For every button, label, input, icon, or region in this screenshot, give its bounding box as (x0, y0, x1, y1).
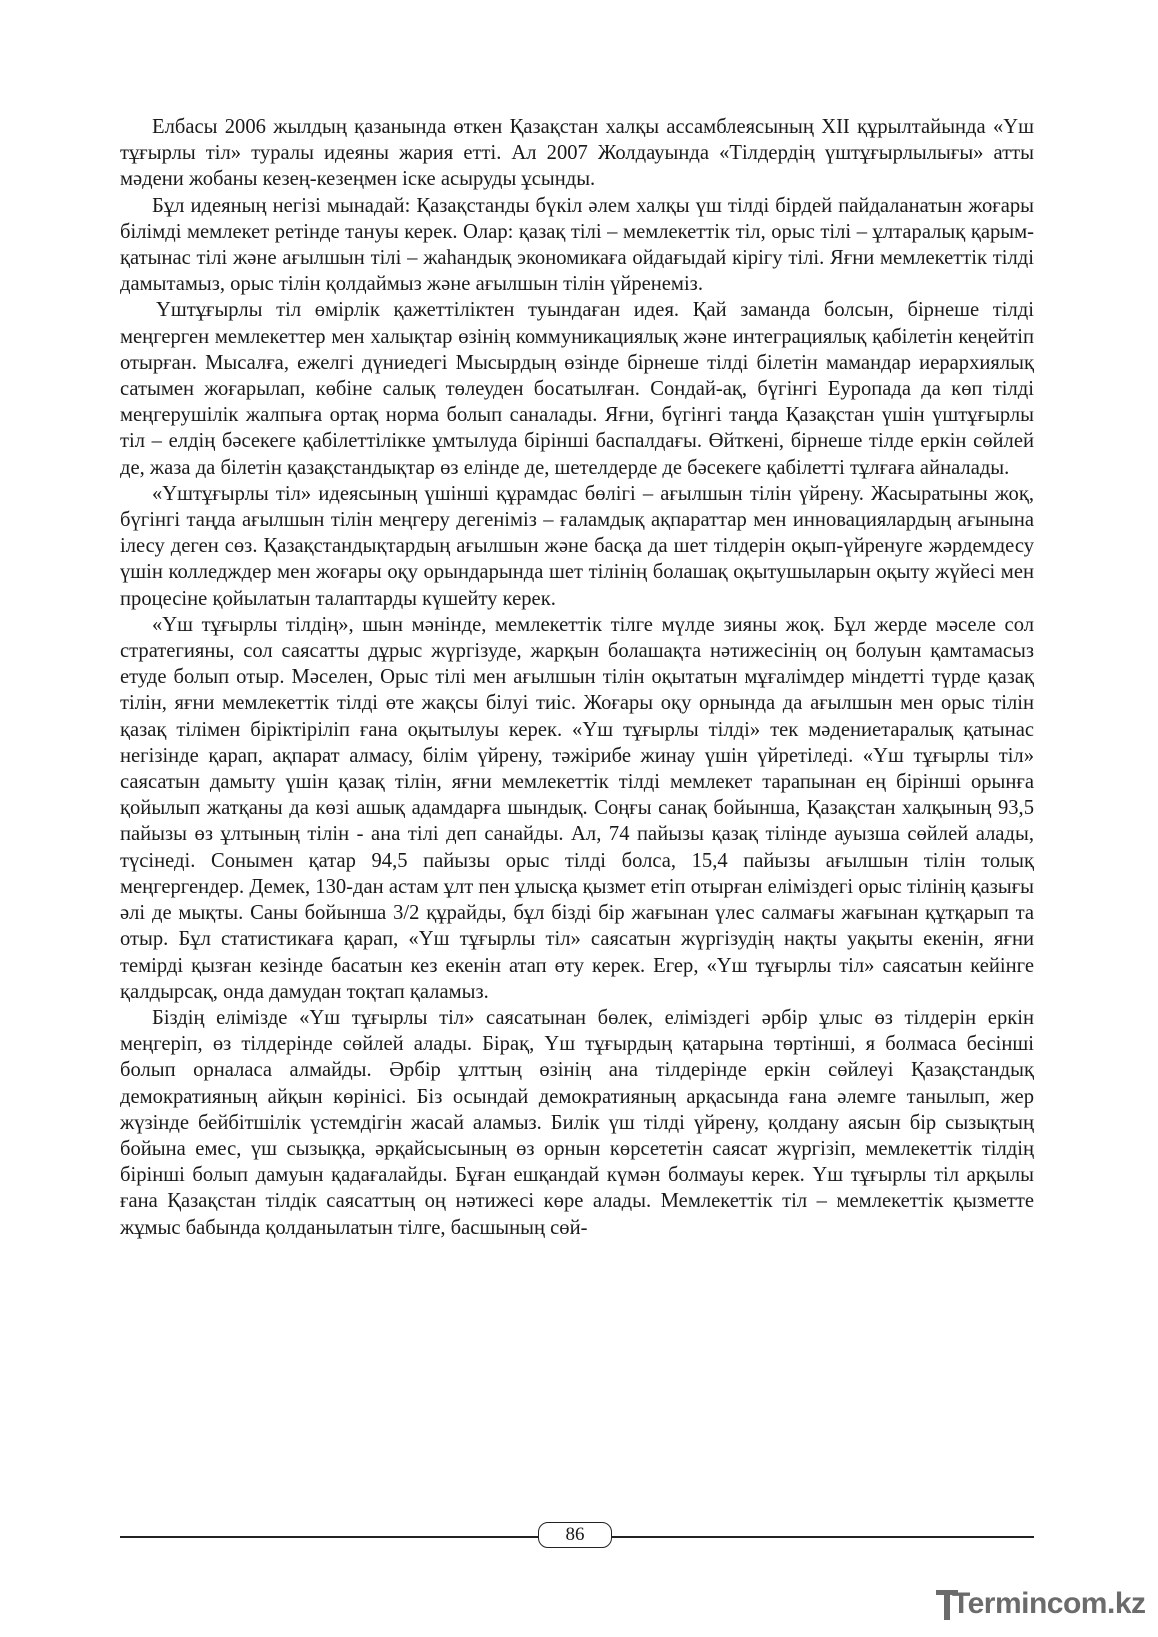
paragraph-4: «Үштұғырлы тіл» идеясының үшінші құрамдас бөлігі – ағылшын тілін үйрену. Жасыратыны жоқ, бүгінгі таңда ағылшын тілін меңгеру дегеніміз – ғаламдық ақпараттар мен инновациялардың ағынына ілесу деген сөз. Қазақстандықтардың ағылшын және басқа да шет тілдерін оқып-үйренуге жәрдемдесу үшін колледждер мен жоғары оқу орындарында шет тілінің болашақ оқытушыларын оқыту жүйесі мен процесіне қойылатын талаптарды күшейту керек. (120, 482, 1034, 610)
paragraph-1: Елбасы 2006 жылдың қазанында өткен Қазақстан халқы ассамблеясының XII құрылтайында «Үш тұғырлы тіл» туралы идеяны жария етті. Ал 2007 Жолдауында «Тілдердің үштұғырлылығы» атты мәдени жобаны кезең-кезеңмен іске асыруды ұсынды. (120, 116, 1034, 191)
site-watermark (936, 1584, 1146, 1630)
paragraph-3: Үштұғырлы тіл өмірлік қажеттіліктен туындаған идея. Қай заманда болсын, бірнеше тілді меңгерген мемлекеттер мен халықтар өзінің коммуникациялық және интеграциялық қабілетін кеңейтіп отырған. Мысалға, ежелгі дүниедегі Мысырдың өзінде бірнеше тілді білетін мамандар иерархиялық сатымен жоғарылап, көбіне салық төлеуден босатылған. Сондай-ақ, бүгінгі Еуропада да көп тілді меңгерушілік жалпыға ортақ норма болып саналады. Яғни, бүгінгі таңда Қазақстан үшін үштұғырлы тіл – елдің бәсекеге қабілеттілікке ұмтылуда бірінші баспалдағы. Өйткені, бірнеше тілде еркін сөйлей де, жаза да білетін қазақстандықтар өз елінде де, шетелдерде де бәсекеге қабілетті тұлғаға айналады. (120, 299, 1034, 479)
paragraph-5: «Үш тұғырлы тілдің», шын мәнінде, мемлекеттік тілге мүлде зияны жоқ. Бұл жерде мәселе сол стратегияны, сол саясатты дұрыс жүргізуде, жарқын болашақта нәтижесінің оң болуын қамтамасыз етуде болып отыр. Мәселен, Орыс тілі мен ағылшын тілін оқытатын мұғалімдер міндетті түрде қазақ тілін, яғни мемлекеттік тілді өте жақсы білуі тиіс. Жоғары оқу орнында да ағылшын мен орыс тілін қазақ тілімен біріктіріліп ғана оқытылуы керек. «Үш тұғырлы тілді» тек мәдениетаралық қатынас негізінде қарап, ақпарат алмасу, білім үйрену, тәжірибе жинау үшін үйретіледі. «Үш тұғырлы тіл» саясатын дамыту үшін қазақ тілін, яғни мемлекеттік тілді мемлекет тарапынан ең бірінші орынға қойылып жатқаны да көзі ашық адамдарға шындық. Соңғы санақ бойынша, Қазақстан халқының 93,5 пайызы өз ұлтының тілін - ана тілі деп санайды. Ал, 74 пайызы қазақ тілінде ауызша сөйлей алады, түсінеді. Сонымен қатар 94,5 пайызы орыс тілді болса, 15,4 пайызы ағылшын тілін толық меңгергендер. Демек, 130-дан астам ұлт пен ұлысқа қызмет етіп отырған еліміздегі орыс тілінің қазығы әлі де мықты. Саны бойынша 3/2 құрайды, бұл бізді бір жағынан үлес салмағы жағынан құтқарып та отыр. Бұл статистикаға қарап, «Үш тұғырлы тіл» саясатын жүргізудің нақты уақыты екенін, яғни темірді қызған кезінде басатын кез екенін атап өту керек. Егер, «Үш тұғырлы тіл» саясатын кейінге қалдырсақ, онда дамудан тоқтап қаламыз. (120, 613, 1034, 1003)
article-body (120, 114, 1034, 1241)
paragraph-6: Біздің елімізде «Үш тұғырлы тіл» саясатынан бөлек, еліміздегі әрбір ұлыс өз тілдерін еркін меңгеріп, өз тілдерінде сөйлей алады. Бірақ, Үш тұғырдың қатарына төртінші, я болмаса бесінші болып орналаса алмайды. Әрбір ұлттың өзінің ана тілдерінде еркін сөйлеуі Қазақстандық демократияның айқын көрінісі. Біз осындай демократияның арқасында ғана әлемге танылып, жер жүзінде бейбітшілік үстемдігін жасай аламыз. Билік үш тілді үйрену, қолдану аясын бір сызықтың бойына емес, үш сызыққа, әрқайсысының өз орнын көрсететін саясат жүргізіп, мемлекеттік тілдің бірінші болып дамуын қадағалайды. Бұған ешқандай күмән болмауы керек. Үш тұғырлы тіл арқылы ғана Қазақстан тілдік саясаттың оң нәтижесі көре алады. Мемлекеттік тіл – мемлекеттік қызметте жұмыс бабында қолданылатын тілге, басшының сөй- (120, 1006, 1034, 1239)
watermark-text: Termincom.kz (952, 1587, 1146, 1620)
paragraph-2: Бұл идеяның негізі мынадай: Қазақстанды бүкіл әлем халқы үш тілді бірдей пайдаланатын жоғары білімді мемлекет ретінде тануы керек. Олар: қазақ тілі – мемлекеттік тіл, орыс тілі – ұлтаралық қарым-қатынас тілі және ағылшын тілі – жаһандық экономикаға ойдағыдай кірігу тілі. Яғни мемлекеттік тілді дамытамыз, орыс тілін қолдаймыз және ағылшын тілін үйренеміз. (120, 194, 1034, 296)
footer-rule-left (120, 1536, 538, 1538)
page-footer (120, 1521, 1034, 1551)
page-number: 86 (538, 1522, 612, 1548)
footer-rule-right (612, 1536, 1034, 1538)
